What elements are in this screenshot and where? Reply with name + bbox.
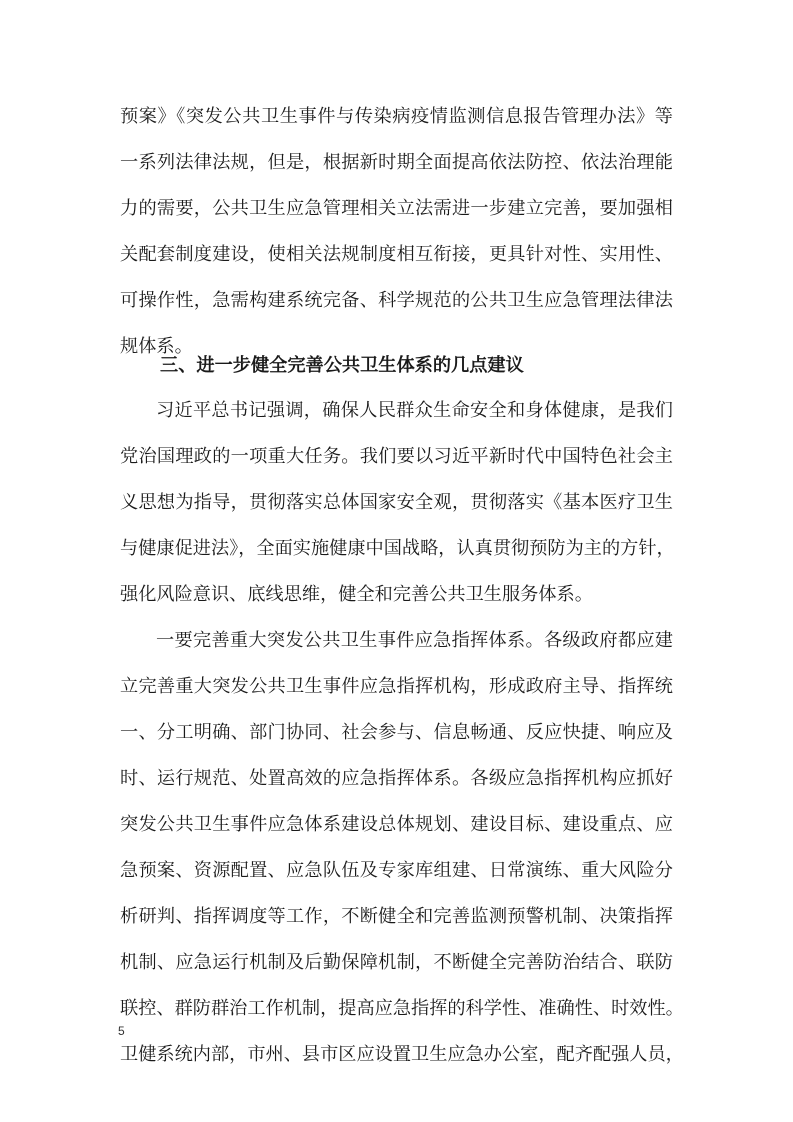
text-line-20: 机制、应急运行机制及后勤保障机制，不断健全完善防治结合、联防 bbox=[120, 952, 673, 973]
text-line-19: 析研判、指挥调度等工作，不断健全和完善监测预警机制、决策指挥 bbox=[120, 906, 673, 927]
text-line-4: 关配套制度建设，使相关法规制度相互衔接，更具针对性、实用性、 bbox=[120, 244, 673, 265]
text-line-3: 力的需要，公共卫生应急管理相关立法需进一步建立完善，要加强相 bbox=[120, 198, 673, 219]
page-number: 5 bbox=[118, 1024, 125, 1038]
text-line-5: 可操作性，急需构建系统完备、科学规范的公共卫生应急管理法律法 bbox=[120, 290, 673, 311]
text-line-13: 一要完善重大突发公共卫生事件应急指挥体系。各级政府都应建 bbox=[156, 630, 673, 651]
text-line-21: 联控、群防群治工作机制，提高应急指挥的科学性、准确性、时效性。 bbox=[120, 998, 684, 1019]
text-line-9: 党治国理政的一项重大任务。我们要以习近平新时代中国特色社会主 bbox=[120, 446, 673, 467]
text-line-2: 一系列法律法规，但是，根据新时期全面提高依法防控、依法治理能 bbox=[120, 152, 673, 173]
section-heading: 三、进一步健全完善公共卫生体系的几点建议 bbox=[160, 355, 524, 376]
text-line-12: 强化风险意识、底线思维，健全和完善公共卫生服务体系。 bbox=[120, 584, 593, 605]
text-line-10: 义思想为指导，贯彻落实总体国家安全观，贯彻落实《基本医疗卫生 bbox=[120, 492, 673, 513]
text-line-15: 一、分工明确、部门协同、社会参与、信息畅通、反应快捷、响应及 bbox=[120, 722, 673, 743]
text-line-22: 卫健系统内部，市州、县市区应设置卫生应急办公室，配齐配强人员， bbox=[120, 1044, 684, 1065]
text-line-6: 规体系。 bbox=[120, 336, 193, 357]
text-line-14: 立完善重大突发公共卫生事件应急指挥机构，形成政府主导、指挥统 bbox=[120, 676, 673, 697]
text-line-18: 急预案、资源配置、应急队伍及专家库组建、日常演练、重大风险分 bbox=[120, 860, 673, 881]
text-line-11: 与健康促进法》，全面实施健康中国战略，认真贯彻预防为主的方针， bbox=[120, 538, 675, 559]
text-line-8: 习近平总书记强调，确保人民群众生命安全和身体健康，是我们 bbox=[156, 400, 673, 421]
text-line-1: 预案》《突发公共卫生事件与传染病疫情监测信息报告管理办法》等 bbox=[120, 106, 673, 127]
text-line-17: 突发公共卫生事件应急体系建设总体规划、建设目标、建设重点、应 bbox=[120, 814, 673, 835]
text-line-16: 时、运行规范、处置高效的应急指挥体系。各级应急指挥机构应抓好 bbox=[120, 768, 673, 789]
